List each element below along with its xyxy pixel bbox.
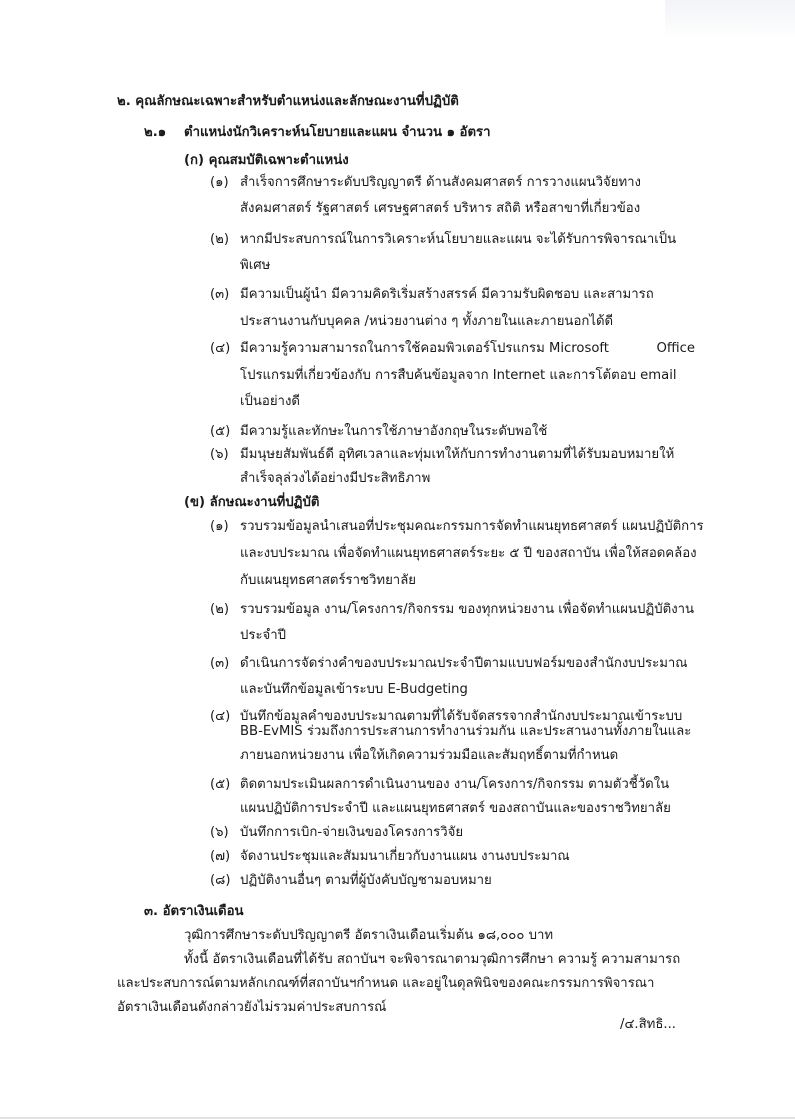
qualification-line: มีความรู้และทักษะในการใช้ภาษาอังกฤษในระดับพอใช้: [240, 424, 548, 439]
qualification-line: โปรแกรมที่เกี่ยวข้องกับ การสืบค้นข้อมูลจาก Internet และการโต้ตอบ email: [240, 368, 677, 383]
qualification-line-part: Office: [656, 341, 695, 356]
section-2-heading: ๒. คุณลักษณะเฉพาะสำหรับตำแหน่งและลักษณะงานที่ปฏิบัติ: [117, 94, 459, 109]
duty-line: แผนปฏิบัติการประจำปี และแผนยุทธศาสตร์ ของสถาบันและของราชวิทยาลัย: [240, 801, 671, 816]
salary-paragraph-line: และประสบการณ์ตามหลักเกณฑ์ที่สถาบันฯกำหนด และอยู่ในดุลพินิจของคณะกรรมการพิจารณา: [117, 976, 655, 991]
section-2-1-number: ๒.๑: [144, 125, 167, 140]
qualification-number: (๕): [210, 424, 231, 439]
duties-heading: (ข) ลักษณะงานที่ปฏิบัติ: [184, 495, 320, 510]
duty-line: และบันทึกข้อมูลเข้าระบบ E-Budgeting: [240, 682, 468, 697]
qualifications-heading: (ก) คุณสมบัติเฉพาะตำแหน่ง: [184, 153, 349, 168]
duty-line: ปฏิบัติงานอื่นๆ ตามที่ผู้บังคับบัญชามอบหมาย: [240, 873, 492, 888]
duty-line: ติดตามประเมินผลการดำเนินงานของ งาน/โครงการ/กิจกรรม ตามตัวชี้วัดใน: [240, 777, 670, 792]
duty-number: (๔): [210, 709, 231, 724]
duty-line: ประจำปี: [240, 628, 287, 643]
salary-line: วุฒิการศึกษาระดับปริญญาตรี อัตราเงินเดือนเริ่มต้น ๑๘,๐๐๐ บาท: [184, 928, 554, 943]
duty-number: (๓): [210, 656, 230, 671]
duty-line: และงบประมาณ เพื่อจัดทำแผนยุทธศาสตร์ระยะ ๕ ปี ของสถาบัน เพื่อให้สอดคล้อง: [240, 546, 697, 561]
qualification-line: สำเร็จลุล่วงได้อย่างมีประสิทธิภาพ: [240, 471, 431, 486]
duty-line: ภายนอกหน่วยงาน เพื่อให้เกิดความร่วมมือและสัมฤทธิ์ตามที่กำหนด: [240, 748, 619, 763]
qualification-line: ประสานงานกับบุคคล /หน่วยงานต่าง ๆ ทั้งภายในและภายนอกได้ดี: [240, 314, 614, 329]
qualification-number: (๔): [210, 341, 231, 356]
duty-line: รวบรวมข้อมูลนำเสนอที่ประชุมคณะกรรมการจัดทำแผนยุทธศาสตร์ แผนปฏิบัติการ: [240, 519, 704, 534]
continuation-marker: /๔.สิทธิ...: [620, 1017, 676, 1032]
qualification-number: (๖): [210, 447, 229, 462]
section-3-heading: ๓. อัตราเงินเดือน: [144, 904, 244, 919]
duty-line: บันทึกข้อมูลคำของบประมาณตามที่ได้รับจัดสรรจากสำนักงบประมาณเข้าระบบ: [240, 709, 683, 724]
qualification-line: สังคมศาสตร์ รัฐศาสตร์ เศรษฐศาสตร์ บริหาร สถิติ หรือสาขาที่เกี่ยวข้อง: [240, 201, 641, 216]
duty-number: (๗): [210, 849, 231, 864]
scan-shadow: [665, 0, 795, 40]
qualification-number: (๑): [210, 175, 229, 190]
duty-line: รวบรวมข้อมูล งาน/โครงการ/กิจกรรม ของทุกหน่วยงาน เพื่อจัดทำแผนปฏิบัติงาน: [240, 602, 695, 617]
salary-paragraph-line: อัตราเงินเดือนดังกล่าวยังไม่รวมค่าประสบการณ์: [117, 1000, 387, 1015]
duty-line: บันทึกการเบิก-จ่ายเงินของโครงการวิจัย: [240, 825, 464, 840]
qualification-line: หากมีประสบการณ์ในการวิเคราะห์นโยบายและแผน จะได้รับการพิจารณาเป็น: [240, 232, 677, 247]
duty-number: (๒): [210, 602, 229, 617]
duty-number: (๘): [210, 873, 231, 888]
duty-line: BB-EvMIS ร่วมถึงการประสานการทำงานร่วมกัน และประสานงานทั้งภายในและ: [240, 724, 692, 739]
qualification-line: มีความเป็นผู้นำ มีความคิดริเริ่มสร้างสรรค์ มีความรับผิดชอบ และสามารถ: [240, 287, 654, 302]
qualification-line: [240, 340, 695, 358]
duty-number: (๕): [210, 777, 231, 792]
qualification-line-part: มีความรู้ความสามารถในการใช้คอมพิวเตอร์โปรแกรม Microsoft: [240, 341, 609, 356]
duty-line: จัดงานประชุมและสัมมนาเกี่ยวกับงานแผน งานงบประมาณ: [240, 849, 570, 864]
duty-number: (๑): [210, 519, 229, 534]
salary-paragraph-line: ทั้งนี้ อัตราเงินเดือนที่ได้รับ สถาบันฯ จะพิจารณาตามวุฒิการศึกษา ความรู้ ความสามารถ: [184, 952, 681, 967]
qualification-number: (๒): [210, 232, 229, 247]
duty-line: กับแผนยุทธศาสตร์ราชวิทยาลัย: [240, 573, 417, 588]
section-2-1-heading: ตำแหน่งนักวิเคราะห์นโยบายและแผน จำนวน ๑ อัตรา: [184, 125, 491, 140]
duty-line: ดำเนินการจัดร่างคำของบประมาณประจำปีตามแบบฟอร์มของสำนักงบประมาณ: [240, 656, 688, 671]
qualification-line: พิเศษ: [240, 258, 271, 273]
qualification-number: (๓): [210, 287, 230, 302]
qualification-line: มีมนุษยสัมพันธ์ดี อุทิศเวลาและทุ่มเทให้กับการทำงานตามที่ได้รับมอบหมายให้: [240, 447, 675, 462]
qualification-line: สำเร็จการศึกษาระดับปริญญาตรี ด้านสังคมศาสตร์ การวางแผนวิจัยทาง: [240, 175, 641, 190]
duty-number: (๖): [210, 825, 229, 840]
qualification-line: เป็นอย่างดี: [240, 394, 300, 409]
